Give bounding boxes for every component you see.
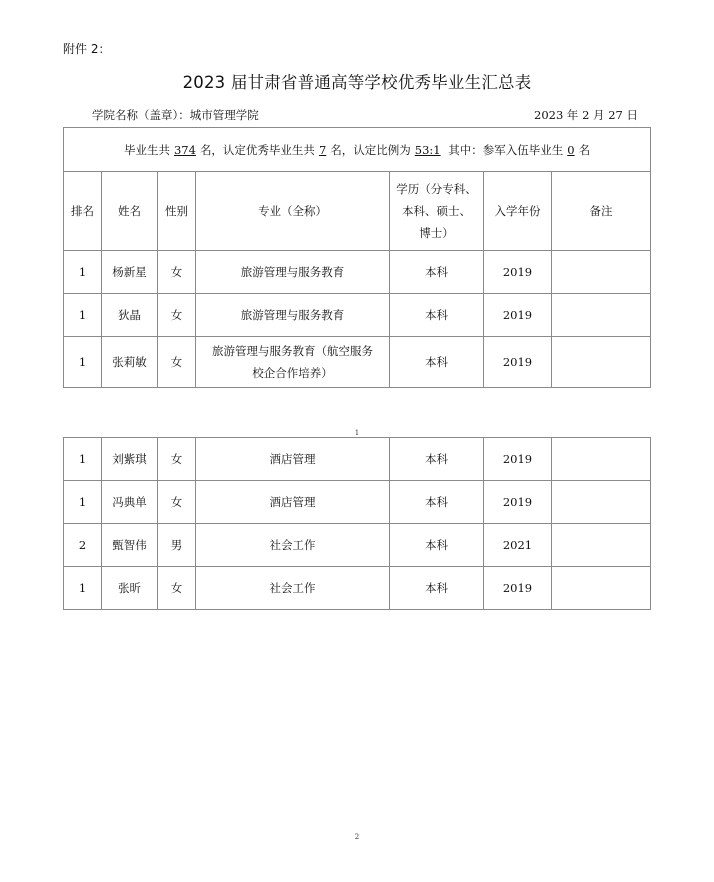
attachment-label: 附件 2： [63, 42, 111, 56]
table-row: 1 张昕 女 社会工作 本科 2019 [64, 567, 651, 610]
header-major: 专业（全称） [196, 172, 390, 251]
total-graduates: 374 [173, 142, 196, 157]
table-row: 1 刘紫琪 女 酒店管理 本科 2019 [64, 438, 651, 481]
table-row: 1 狄晶 女 旅游管理与服务教育 本科 2019 [64, 294, 651, 337]
table-row: 2 甄智伟 男 社会工作 本科 2021 [64, 524, 651, 567]
header-rank: 排名 [64, 172, 102, 251]
military-count: 0 [567, 142, 575, 157]
header-gender: 性别 [158, 172, 196, 251]
school-name: 学院名称（盖章）：城市管理学院 [92, 108, 259, 122]
graduates-table-page2 [63, 437, 651, 610]
page-number-1: 1 [354, 429, 360, 437]
ratio: 53:1 [414, 142, 441, 157]
summary-row [64, 128, 651, 172]
document-date: 2023 年 2 月 27 日 [534, 108, 638, 122]
header-name: 姓名 [102, 172, 158, 251]
table-row: 1 张莉敏 女 旅游管理与服务教育（航空服务 校企合作培养） 本科 2019 [64, 337, 651, 388]
header-note: 备注 [552, 172, 651, 251]
header-degree: 学历（分专科、 本科、硕士、 博士） [390, 172, 484, 251]
page-number-2: 2 [354, 833, 360, 841]
excellent-count: 7 [318, 142, 327, 157]
page-title: 2023 届甘肃省普通高等学校优秀毕业生汇总表 [182, 73, 532, 92]
header-row [64, 172, 651, 251]
summary-cell: 毕业生共 374 名，认定优秀毕业生共 7 名，认定比例为 53:1 其中：参军入伍毕业生 0 名 [64, 128, 651, 172]
table-row: 1 杨新星 女 旅游管理与服务教育 本科 2019 [64, 251, 651, 294]
header-year: 入学年份 [484, 172, 552, 251]
table-row: 1 冯典单 女 酒店管理 本科 2019 [64, 481, 651, 524]
graduates-table-page1 [63, 127, 651, 388]
